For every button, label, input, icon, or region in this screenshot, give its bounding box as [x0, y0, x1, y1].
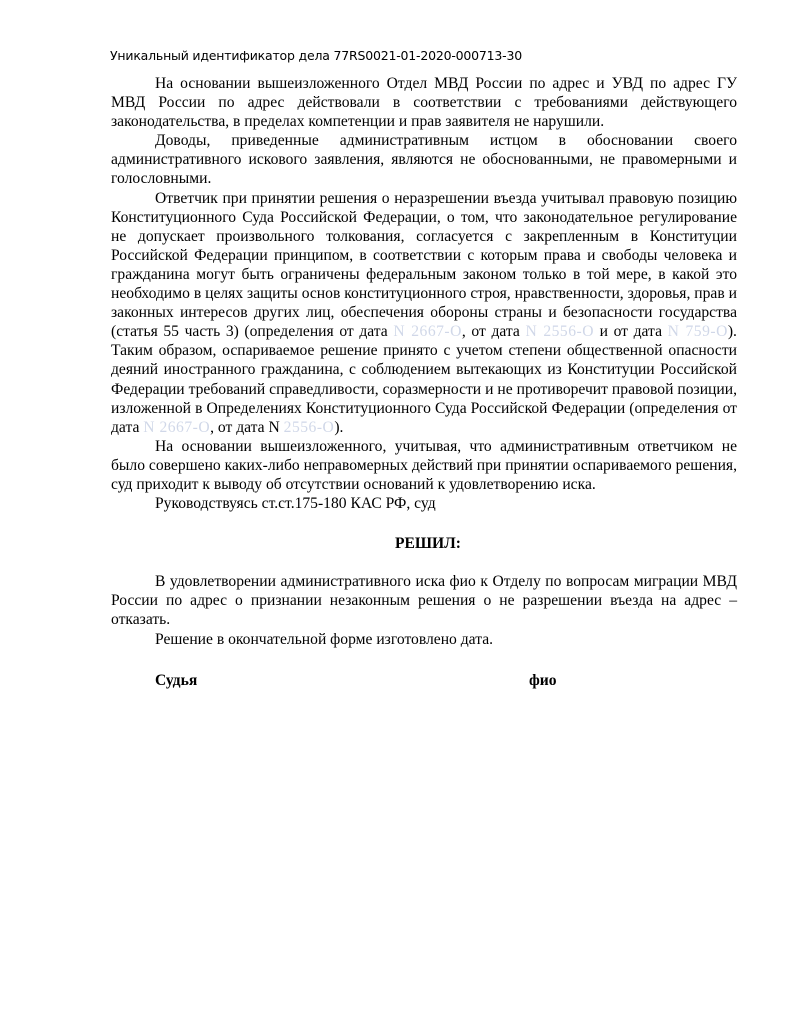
paragraph-legal-position	[111, 189, 737, 437]
redacted-number: N 2667-О	[143, 418, 211, 436]
legal-position-text-6: ).	[334, 418, 344, 436]
paragraph-conclusion: На основании вышеизложенного Отдел МВД России по адрес и УВД по адрес ГУ МВД России по адрес действовали в соответствии с требованиями действующего законодательства, в пределах компетенции и прав заявителя не нарушили.	[111, 75, 737, 131]
paragraph-court-finding: На основании вышеизложенного, учитывая, что административным ответчиком не было совершено каких-либо неправомерных действий при принятии оспариваемого решения, суд приходит к выводу об отсутствии оснований к удовлетворению иска.	[111, 437, 737, 493]
redacted-number: 2556-О	[283, 418, 335, 436]
redacted-number: N 2667-О	[393, 323, 462, 341]
paragraph-arguments: Доводы, приведенные административным истцом в обосновании своего административного искового заявления, являются не обоснованными, не правомерными и голословными.	[111, 132, 737, 188]
decision-heading: РЕШИЛ:	[395, 535, 461, 553]
document-body	[111, 74, 737, 691]
legal-position-text-5: , от дата N	[210, 418, 280, 436]
legal-position-text-1: Ответчик при принятии решения о неразрешении въезда учитывал правовую позицию Конституционного Суда Российской Федерации, о том, что законодательное регулирование не допускает произвольного толкования, согласуется с закрепленным в Конституции Российской Федерации принципом, в соответствии с которым права и свободы человека и гражданина могут быть ограничены федеральным законом только в той мере, в какой это необходимо в целях защиты основ конституционного строя, нравственности, здоровья, прав и законных интересов других лиц, обеспечения обороны страны и безопасности государства (статья 55 часть 3) (определения от дата	[111, 189, 737, 341]
paragraph-decision: В удовлетворении административного иска фио к Отделу по вопросам миграции МВД России по адрес о признании незаконным решения о не разрешении въезда на адрес – отказать.	[111, 573, 737, 629]
legal-position-text-4: ). Таким образом, оспариваемое решение принято с учетом степени общественной опасности деяний иностранного гражданина, с соблюдением вытекающих из Конституции Российской Федерации требований справедливости, соразмерности и не противоречит правовой позиции, изложенной в Определениях Конституционного Суда Российской Федерации (определения от дата	[111, 323, 737, 436]
signature-block	[111, 671, 737, 691]
judge-name: фио	[529, 671, 557, 689]
redacted-number: N 759-О	[667, 323, 728, 341]
redacted-number: N 2556-О	[525, 323, 594, 341]
case-identifier: Уникальный идентификатор дела 77RS0021-01-2020-000713-30	[110, 48, 522, 63]
legal-position-text-3: и от дата	[599, 323, 662, 341]
legal-position-text-2: , от дата	[461, 323, 520, 341]
paragraph-final-form: Решение в окончательной форме изготовлено дата.	[155, 630, 494, 648]
judge-title: Судья	[155, 671, 198, 689]
paragraph-guided-by: Руководствуясь ст.ст.175-180 КАС РФ, суд	[155, 495, 436, 513]
